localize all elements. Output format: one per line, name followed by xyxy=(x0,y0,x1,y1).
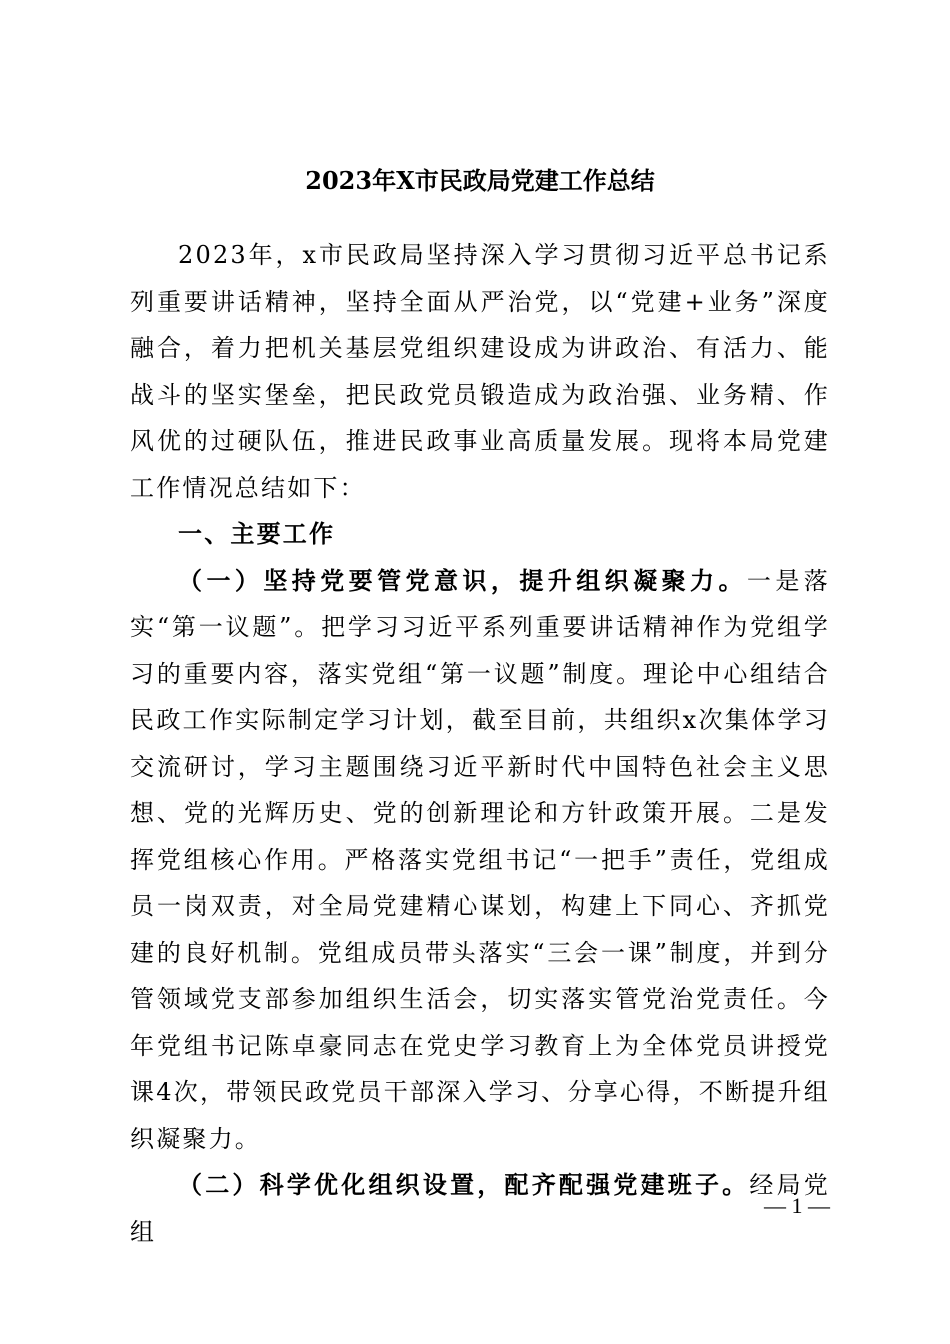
document-body xyxy=(130,232,830,1255)
page-number: — 1 — xyxy=(764,1193,830,1218)
section-heading-main-work: 一、主要工作 xyxy=(178,520,336,548)
intro-paragraph: 2023年，x市民政局坚持深入学习贯彻习近平总书记系列重要讲话精神，坚持全面从严治党，以“党建+业务”深度融合，着力把机关基层党组织建设成为讲政治、有活力、能战斗的坚实堡垒，把民政党员锻造成为政治强、业务精、作风优的过硬队伍，推进民政事业高质量发展。现将本局党建工作情况总结如下： xyxy=(130,241,830,502)
item1-heading: （一）坚持党要管党意识，提升组织凝聚力。 xyxy=(178,565,747,595)
item1-text: 一是落实“第一议题”。把学习习近平系列重要讲话精神作为党组学习的重要内容，落实党组“第一议题”制度。理论中心组结合民政工作实际制定学习计划，截至目前，共组织x次集体学习交流研讨，学习主题围绕习近平新时代中国特色社会主义思想、党的光辉历史、党的创新理论和方针政策开展。二是发挥党组核心作用。严格落实党组书记“一把手”责任，党组成员一岗双责，对全局党建精心谋划，构建上下同心、齐抓党建的良好机制。党组成员带头落实“三会一课”制度，并到分管领域党支部参加组织生活会，切实落实管党治党责任。今年党组书记陈卓豪同志在党史学习教育上为全体党员讲授党课4次，带领民政党员干部深入学习、分享心得，不断提升组织凝聚力。 xyxy=(130,566,830,1153)
item2-heading: （二）科学优化组织设置，配齐配强党建班子。 xyxy=(178,1170,750,1199)
document-title: 2023年X市民政局党建工作总结 xyxy=(305,166,655,195)
item1-paragraph xyxy=(130,558,830,1163)
item2-text: 经局党组 xyxy=(130,1171,830,1246)
